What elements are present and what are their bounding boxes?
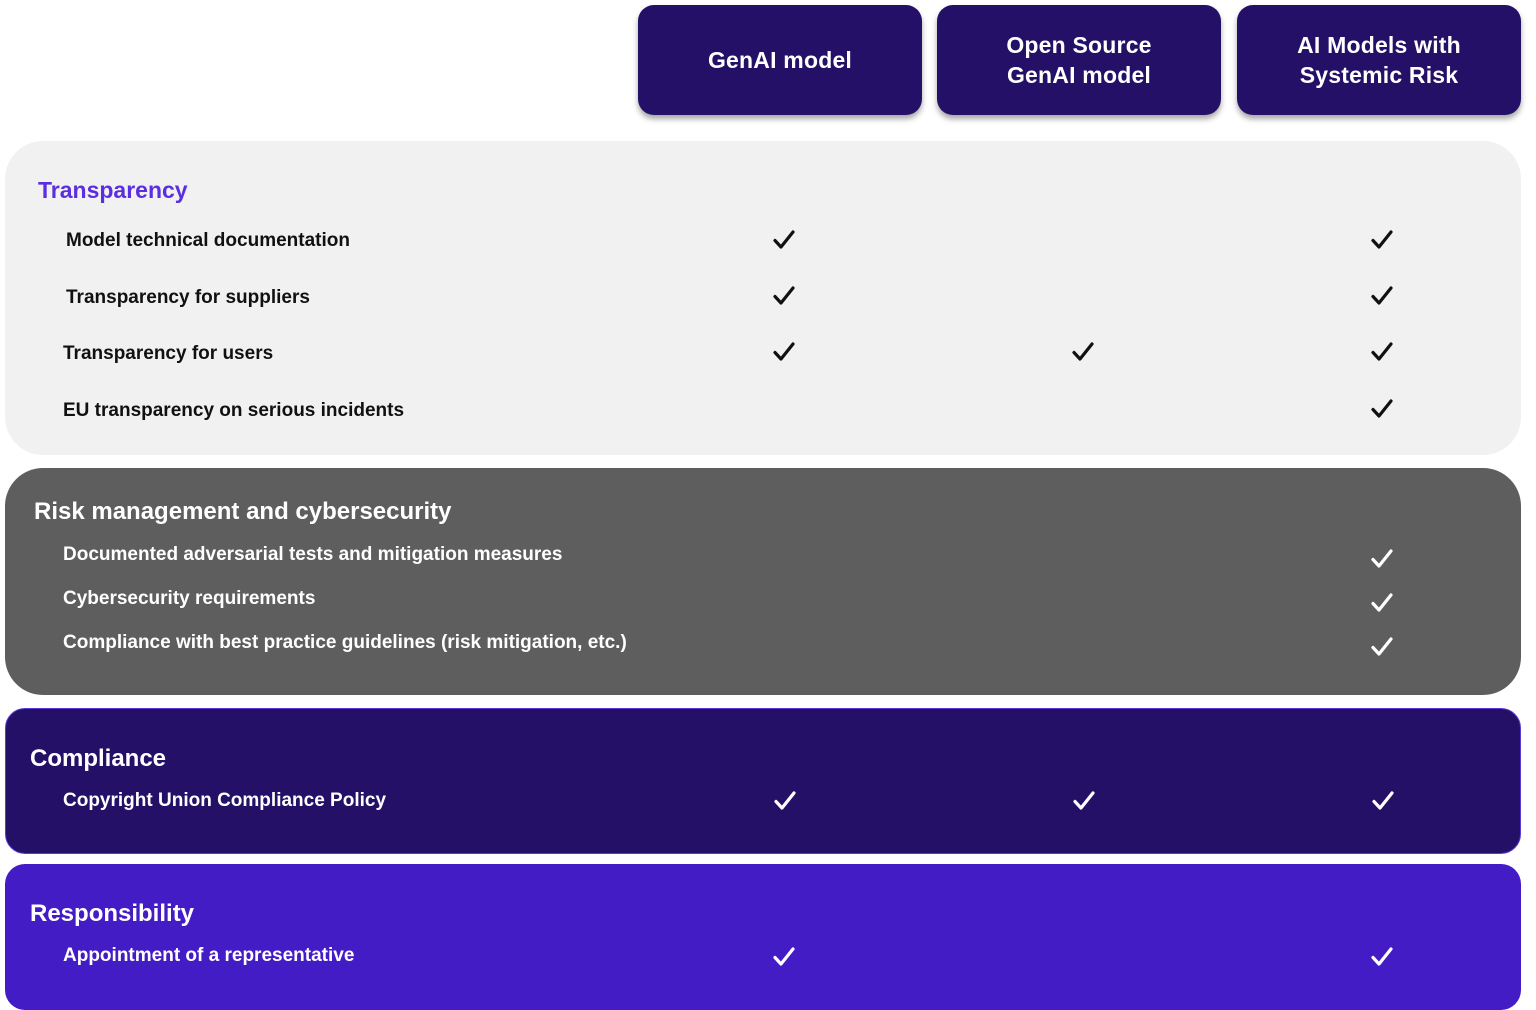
- section-title-compliance: Compliance: [30, 745, 167, 772]
- compliance-section: [5, 708, 1521, 854]
- check-icon: [1370, 635, 1394, 659]
- check-icon: [1370, 591, 1394, 615]
- responsibility-section: [5, 864, 1521, 1010]
- check-icon: [1370, 397, 1394, 421]
- section-title-responsibility: Responsibility: [30, 900, 195, 927]
- risk-management-section: [5, 468, 1521, 695]
- row-label-adversarial-tests: Documented adversarial tests and mitigation measures: [63, 544, 563, 565]
- check-icon: [772, 284, 796, 308]
- row-label-eu-transparency-serious-incidents: EU transparency on serious incidents: [63, 400, 405, 421]
- row-label-model-technical-documentation: Model technical documentation: [66, 230, 350, 251]
- check-icon: [1370, 547, 1394, 571]
- check-icon: [1370, 284, 1394, 308]
- row-label-copyright-compliance-policy: Copyright Union Compliance Policy: [63, 790, 387, 811]
- column-header-systemic-risk: AI Models with Systemic Risk: [1237, 5, 1521, 115]
- section-title-risk-management: Risk management and cybersecurity: [34, 498, 452, 525]
- row-label-transparency-for-suppliers: Transparency for suppliers: [66, 287, 310, 308]
- check-icon: [772, 228, 796, 252]
- check-icon: [1370, 228, 1394, 252]
- check-icon: [1071, 340, 1095, 364]
- row-label-transparency-for-users: Transparency for users: [63, 343, 274, 364]
- check-icon: [772, 340, 796, 364]
- check-icon: [1370, 340, 1394, 364]
- check-icon: [1370, 945, 1394, 969]
- check-icon: [772, 945, 796, 969]
- row-label-best-practice-guidelines: Compliance with best practice guidelines (risk mitigation, etc.): [63, 632, 627, 653]
- column-header-genai: GenAI model: [638, 5, 922, 115]
- transparency-section: [5, 141, 1521, 455]
- section-title-transparency: Transparency: [38, 177, 188, 203]
- row-label-appointment-representative: Appointment of a representative: [63, 945, 355, 966]
- row-label-cybersecurity-requirements: Cybersecurity requirements: [63, 588, 316, 609]
- check-icon: [1371, 789, 1395, 813]
- check-icon: [1072, 789, 1096, 813]
- column-header-open-source: Open Source GenAI model: [937, 5, 1221, 115]
- check-icon: [773, 789, 797, 813]
